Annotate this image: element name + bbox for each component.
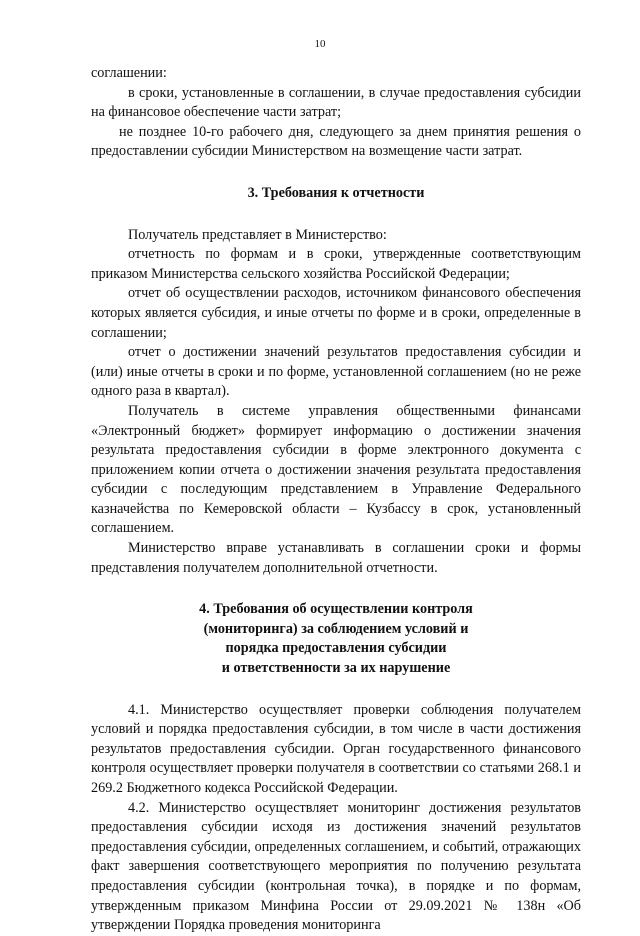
section-3-paragraph: отчет о достижении значений результатов предоставления субсидии и (или) иные отчеты в сроки и по форме, установленной соглашением (но не реже одного раза в квартал).: [91, 344, 581, 400]
section-3-paragraph: отчетность по формам и в сроки, утвержденные соответствующим приказом Министерства сельского хозяйства Российской Федерации;: [91, 246, 581, 282]
section-3-paragraph: Министерство вправе устанавливать в соглашении сроки и формы представления получателем дополнительной отчетности.: [91, 540, 581, 576]
section-4-paragraph: 4.1. Министерство осуществляет проверки соблюдения получателем условий и порядка предоставления субсидии, в том числе в части достижения результатов предоставления субсидии. Орган государственного финансового контроля осуществляет проверки получателя в соответствии со статьями 268.1 и 269.2 Бюджетного кодекса Российской Федерации.: [91, 701, 581, 796]
section-4-heading: [91, 600, 581, 678]
paragraph-deadline-financing: в сроки, установленные в соглашении, в случае предоставления субсидии на финансовое обеспечение части затрат;: [91, 84, 581, 121]
paragraph-deadline-reimbursement: не позднее 10-го рабочего дня, следующего за днем принятия решения о предоставлении субсидии Министерством на возмещение части затрат.: [91, 123, 581, 160]
section-3-paragraph: отчет об осуществлении расходов, источником финансового обеспечения которых является субсидия, и иные отчеты по форме и в сроки, определенные в соглашении;: [91, 285, 581, 341]
document-body: [91, 64, 581, 936]
section-4-heading-line: порядка предоставления субсидии: [225, 640, 447, 657]
paragraph-continuation: соглашении:: [91, 65, 167, 81]
section-4-paragraph: 4.2. Министерство осуществляет мониторинг достижения результатов предоставления субсидии исходя из достижения значений результатов предоставления субсидии, определенных соглашением, и событий, отражающих факт завершения соответствующего мероприятия по получению результата предоставления субсидии (контрольная точка), в порядке и по формам, утвержденным приказом Минфина России от 29.09.2021 № 138н «Об утверждении Порядка проведения мониторинга: [91, 799, 581, 934]
section-3-paragraph: Получатель представляет в Министерство:: [128, 226, 387, 243]
section-4-heading-line: (мониторинга) за соблюдением условий и: [203, 620, 469, 637]
section-4-heading-line: 4. Требования об осуществлении контроля: [199, 601, 473, 618]
section-3-paragraph: Получатель в системе управления общественными финансами «Электронный бюджет» формирует информацию о достижении значения результата предоставления субсидии в форме электронного документа с приложением копии отчета о достижении значения результата предоставления субсидии с последующим представлением в Управление Федерального казначейства по Кемеровской области – Кузбассу в срок, установленный соглашением.: [91, 402, 581, 537]
section-4-heading-line: и ответственности за их нарушение: [221, 660, 451, 677]
page-number: 10: [314, 38, 326, 50]
section-3-heading: 3. Требования к отчетности: [247, 184, 425, 201]
